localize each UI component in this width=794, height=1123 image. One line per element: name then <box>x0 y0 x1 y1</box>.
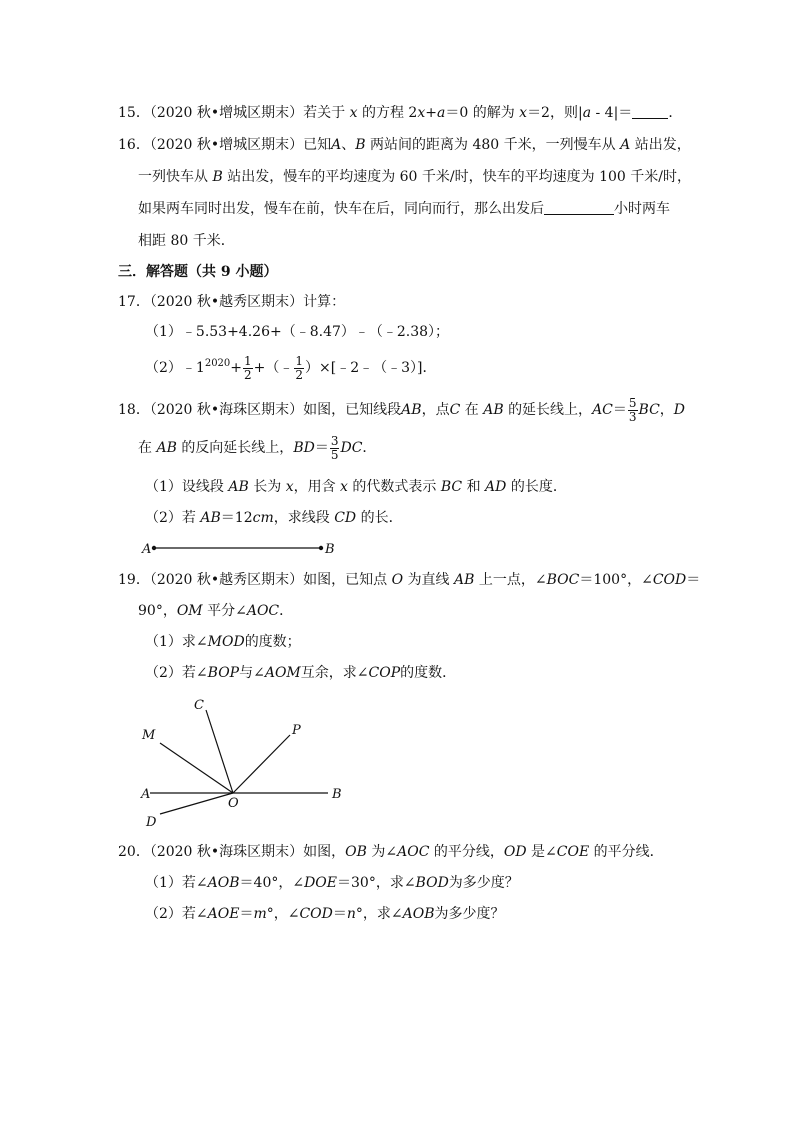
question-text: 如图，已知线段 <box>303 402 402 418</box>
question-text: 是∠ <box>531 844 557 860</box>
variable: OM <box>176 603 203 619</box>
question-text: 上一点，∠ <box>478 572 547 588</box>
segment-ab-figure <box>136 536 356 560</box>
variable: COE <box>556 844 590 860</box>
fraction <box>294 355 304 382</box>
question-text: 如图，已知点 <box>303 572 388 588</box>
question-text: 的长． <box>360 510 403 526</box>
question-20-part-2 <box>145 904 505 924</box>
label-m: M <box>142 728 156 743</box>
question-text: 为多少度？ <box>434 906 505 922</box>
variable: O <box>391 572 404 588</box>
variable: AOM <box>264 665 301 681</box>
question-15 <box>118 103 682 123</box>
question-text: 站出发，慢车的平均速度为 60 千米/时，快车的平均速度为 100 千米/时， <box>227 169 691 185</box>
denominator: 3 <box>628 409 637 424</box>
question-text: 的平分线． <box>593 844 664 860</box>
point-a <box>152 546 156 550</box>
question-source: （2020 秋•越秀区期末） <box>149 294 304 310</box>
label-o: O <box>228 796 239 811</box>
denominator: 2 <box>244 367 252 382</box>
question-text: ＝ <box>332 906 347 922</box>
denominator: 5 <box>330 447 339 462</box>
variable: D <box>673 402 686 418</box>
question-text: ． <box>668 105 683 121</box>
question-text: ＝40°，∠ <box>239 875 305 891</box>
question-text: 的长度． <box>510 479 567 495</box>
variable: BOP <box>207 665 240 681</box>
question-text: ，求线段 <box>273 510 330 526</box>
variable: AB <box>483 402 504 418</box>
label-b: B <box>325 542 335 557</box>
ray-om <box>160 743 233 793</box>
variable: a <box>436 105 446 121</box>
variable: x <box>417 105 426 121</box>
exponent: 2020 <box>204 358 231 369</box>
variable: a <box>582 105 592 121</box>
numerator: 3 <box>330 433 339 448</box>
question-text: 和 <box>466 479 481 495</box>
variable: A <box>331 137 342 153</box>
question-text: ， <box>659 402 674 418</box>
variable: BC <box>638 402 660 418</box>
label-p: P <box>292 723 301 738</box>
question-18-part-1 <box>145 477 567 497</box>
question-16-line-2 <box>138 167 691 187</box>
question-text: 与∠ <box>239 665 265 681</box>
variable: AB <box>454 572 475 588</box>
question-20-part-1 <box>145 873 519 893</box>
question-text: ． <box>279 603 294 619</box>
question-text: ＝ <box>612 402 627 418</box>
variable: MOD <box>207 634 245 650</box>
variable: C <box>449 402 461 418</box>
question-text: 如果两车同时出发，慢车在前，快车在后，同向而行，那么出发后 <box>138 201 544 217</box>
numerator: 1 <box>295 353 304 368</box>
question-number: 17． <box>118 294 150 310</box>
question-text: 在 <box>138 440 152 456</box>
question-number: 20． <box>118 844 150 860</box>
ray-op <box>233 735 290 793</box>
question-text: 为直线 <box>407 572 450 588</box>
question-text: （1）若∠ <box>145 875 208 891</box>
question-19-line-2 <box>138 601 293 621</box>
question-text: 两站间的距离为 480 千米，一列慢车从 <box>370 137 616 153</box>
question-18-line-2 <box>138 433 376 463</box>
question-text: ＝2，则| <box>527 105 583 121</box>
question-19-part-1 <box>145 632 301 652</box>
variable: AOC <box>246 603 280 619</box>
question-18-part-2 <box>145 508 403 528</box>
unit: cm <box>252 510 274 526</box>
question-17-part-1 <box>145 322 449 342</box>
variable: x <box>519 105 528 121</box>
question-text: （2）﹣1 <box>145 360 205 376</box>
question-number: 19． <box>118 572 150 588</box>
question-text: 相距 80 千米． <box>138 233 235 249</box>
point-b <box>319 546 323 550</box>
variable: AB <box>228 479 249 495</box>
fraction <box>628 397 638 424</box>
numerator: 1 <box>244 353 252 368</box>
question-17 <box>118 292 345 312</box>
section-header: 三．解答题（共 9 小题） <box>118 264 278 280</box>
question-text: ＝0 的解为 <box>445 105 515 121</box>
question-text: ． <box>362 440 377 456</box>
question-text: + <box>425 105 437 121</box>
variable: COD <box>299 906 333 922</box>
question-text: 的度数． <box>400 665 457 681</box>
variable: COD <box>652 572 687 588</box>
question-source: （2020 秋•增城区期末） <box>149 105 304 121</box>
question-text: ＝ <box>314 440 329 456</box>
question-text: ＝ <box>239 906 254 922</box>
question-text: 小时两车 <box>614 201 670 217</box>
question-text: - 4|＝ <box>591 105 633 121</box>
variable: AOB <box>402 906 435 922</box>
label-c: C <box>194 698 204 713</box>
question-text: 的平分线， <box>433 844 504 860</box>
question-number: 15． <box>118 105 150 121</box>
answer-blank[interactable] <box>632 104 668 119</box>
question-text: （1）﹣5.53+4.26+（﹣8.47）﹣（﹣2.38）； <box>145 324 450 340</box>
question-18 <box>118 395 685 425</box>
question-number: 16． <box>118 137 150 153</box>
question-text: 平分∠ <box>207 603 247 619</box>
question-text: ，点 <box>421 402 450 418</box>
variable: OB <box>345 844 367 860</box>
variable: AB <box>156 440 177 456</box>
variable: BOC <box>546 572 580 588</box>
question-19-part-2 <box>145 663 456 683</box>
question-text: 90°， <box>138 603 177 619</box>
fraction <box>330 435 340 462</box>
question-text: 若关于 <box>303 105 346 121</box>
variable: DOE <box>304 875 337 891</box>
question-text: °，求∠ <box>355 906 403 922</box>
question-text: 为多少度？ <box>448 875 519 891</box>
variable: x <box>349 105 358 121</box>
question-text: 一列快车从 <box>138 169 208 185</box>
variable: A <box>620 137 631 153</box>
question-text: 已知 <box>303 137 332 153</box>
variable: AB <box>401 402 422 418</box>
question-text: ＝100°，∠ <box>579 572 653 588</box>
question-text: 的反向延长线上， <box>181 440 294 456</box>
question-text: 为∠ <box>371 844 398 860</box>
label-a: A <box>141 787 151 802</box>
variable: COP <box>368 665 401 681</box>
variable: BOD <box>415 875 449 891</box>
variable: BD <box>293 440 315 456</box>
question-text: ）×[﹣2﹣（﹣3）]． <box>305 360 437 376</box>
question-text: +（﹣ <box>253 360 294 376</box>
question-text: 计算： <box>303 294 346 310</box>
question-19 <box>118 570 700 590</box>
question-16 <box>118 135 691 155</box>
question-text: 长为 <box>253 479 282 495</box>
variable: AOB <box>207 875 240 891</box>
variable: B <box>212 169 223 185</box>
question-text: ＝30°，求∠ <box>337 875 416 891</box>
question-text: （2）若∠ <box>145 665 208 681</box>
question-source: （2020 秋•海珠区期末） <box>149 844 304 860</box>
question-20 <box>118 842 664 862</box>
question-source: （2020 秋•增城区期末） <box>149 137 304 153</box>
variable: OD <box>503 844 527 860</box>
question-text: 站出发， <box>634 137 691 153</box>
question-text: （2）若∠ <box>145 906 208 922</box>
variable: AC <box>592 402 613 418</box>
question-text: 互余，求∠ <box>300 665 369 681</box>
question-text: 、 <box>341 137 356 153</box>
question-text: （2）若 <box>145 510 196 526</box>
question-number: 18． <box>118 402 150 418</box>
question-text: ，用含 <box>293 479 336 495</box>
answer-blank[interactable] <box>544 200 614 215</box>
variable: n <box>346 906 356 922</box>
question-source: （2020 秋•越秀区期末） <box>149 572 304 588</box>
question-text: 的方程 2 <box>361 105 418 121</box>
question-text: （1）设线段 <box>145 479 224 495</box>
variable: CD <box>334 510 357 526</box>
fraction <box>243 355 253 382</box>
label-d: D <box>146 815 157 830</box>
question-text: 的度数； <box>244 634 301 650</box>
variable: x <box>340 479 348 495</box>
question-16-line-4 <box>138 231 235 251</box>
question-17-part-2 <box>145 349 437 383</box>
variable: AB <box>200 510 221 526</box>
question-text: 如图， <box>303 844 346 860</box>
angle-rays-figure <box>130 690 370 835</box>
ray-oc <box>206 710 233 793</box>
variable: AOE <box>207 906 240 922</box>
question-text: 在 <box>464 402 479 418</box>
question-source: （2020 秋•海珠区期末） <box>149 402 304 418</box>
variable: BC <box>440 479 463 495</box>
variable: AOC <box>397 844 430 860</box>
label-a: A <box>142 542 152 557</box>
question-text: 的延长线上， <box>508 402 593 418</box>
question-text: °，∠ <box>266 906 300 922</box>
question-text: 的代数式表示 <box>352 479 437 495</box>
question-text: ＝ <box>686 572 701 588</box>
denominator: 2 <box>295 367 304 382</box>
variable: x <box>285 479 294 495</box>
variable: m <box>253 906 267 922</box>
variable: B <box>355 137 366 153</box>
question-text: + <box>230 360 243 376</box>
question-text: ＝12 <box>220 510 253 526</box>
numerator: 5 <box>628 395 637 410</box>
label-b: B <box>332 787 342 802</box>
ray-od <box>160 793 233 814</box>
variable: AD <box>485 479 507 495</box>
variable: DC <box>340 440 363 456</box>
question-text: （1）求∠ <box>145 634 208 650</box>
question-16-line-3 <box>138 199 670 219</box>
